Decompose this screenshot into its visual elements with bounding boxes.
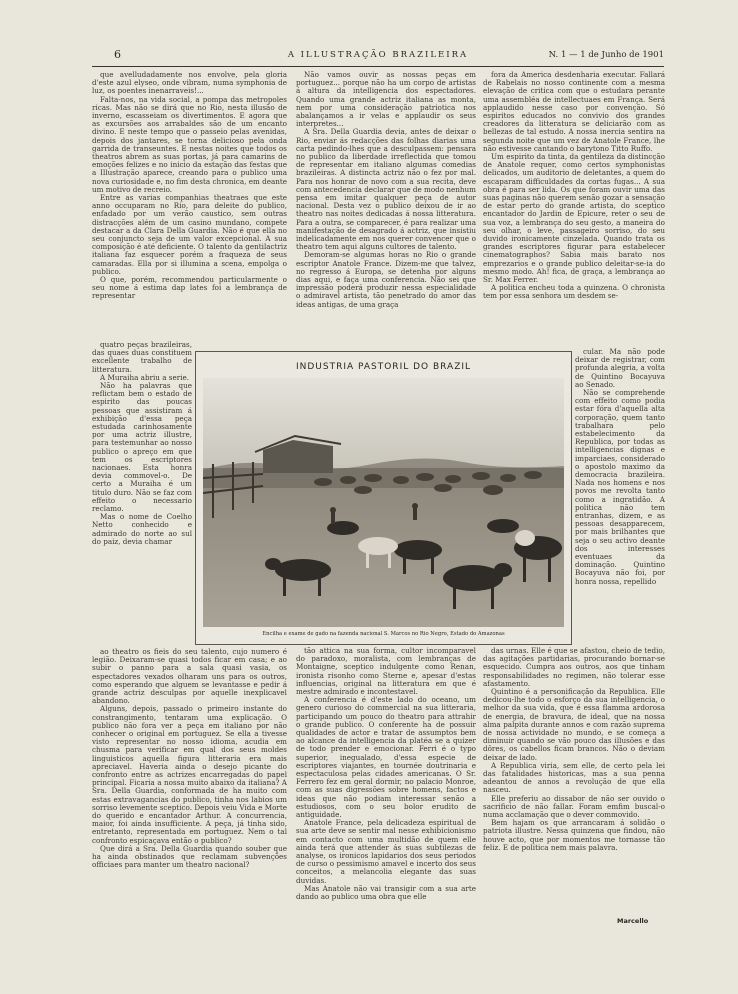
paragraph: Um espirito da tinta, da gentileza da distincção de Anatole requer, como certos symphonistas delicados, um auditorio de deletantes, a quem do escaparam difficuldades da cortas fugas... A sua obra é para ser lida. Os que foram ouvir uma das suas paginas não querem senão gozar a sensação de estar perto do grande artista, do sceptico encantador do Jardin de Epicure, reter o seu de sua voz, a lembrança do seu gesto, a maneira do seu olhar, o leve, passageiro sorriso, do seu duvido ironicamente cinzelada. Quando trata os grandes escriptores figurar para estabelecer cinematographos? Sabia mais barato nos emprezarios e o grande publico deleitar-se-ia do mesmo modo. Ah! fica, de graça, a lembrança ao Sr. Max Ferrer.	[483, 152, 665, 285]
column-3-narrow	[575, 348, 665, 645]
author-signature: Marcello	[617, 917, 649, 925]
paragraph: A politica encheu toda a quinzena. O chronista tem por essa senhora um desdem se-	[483, 283, 665, 301]
paragraph: A Muraiha abriu a serie.	[100, 372, 190, 382]
header-rule	[92, 66, 664, 67]
cattle-photo	[203, 378, 564, 627]
paragraph: Não vamos ouvir as nossas peças em portuguez... porque não ha um corpo de artistas á altura da intelligencia dos espectadores. Quando uma grande actriz italiana as monta, nem por uma consideração patriotica nos abalançamos a ir velas e applaudir os seus interpretes...	[296, 71, 476, 129]
paragraph: Que dirá a Sra. Della Guardia quando souber que ha ainda obstinados que reclamam subvenções officiaes para manter um theatro nacional?	[92, 843, 287, 870]
paragraph: das urnas. Elle é que se afastou, cheio de tedio, das agitações partidarias, procurando bornar-se esquecido. Cumpra aos outros, aos que tinham responsabilidades no regimen, não tolerar esse afastamento.	[483, 647, 665, 688]
column-1-narrow	[92, 341, 192, 647]
paragraph: que avelludadamente nos envolve, pela gloria d'este azul elyseo, onde vibram, numa symphonia de luz, os poentes inenarraveis!...	[92, 71, 287, 96]
paragraph: Alguns, depois, passado o primeiro instante do constrangimento, tentaram uma explicação. O publico não fora ver a peça em italiano por não conhecer o original em portuguez. Se ella a tivesse visto representar no nosso idioma, acudia em chusma para verificar em qual dos seus moldes linguisticos aquella figura litteraria era mais apreciavel. Haveria ainda o desejo picante do confronto entre as actrizes encarregadas do papel principal. Ficaria a nossa muito abaixo da italiana? A Sra. Della Guardia, conformada de ha muito com estas extravagancias do publico, tinha nos labios um sorriso levemente sceptico. Depois veiu Vida e Morte do querido e encantador Arthur. A concurrencia, maior, foi ainda insufficiente. A peça, já tinha sido, entretanto, representada em portuguez. Nem o tal confronto espicaçava então o publico?	[92, 704, 287, 845]
column-2-bottom	[296, 647, 476, 918]
paragraph: Falta-nos, na vida social, a pompa das metropoles ricas. Mas não se dirá que no Rio, nesta illusão de inverno, escasseiam os divertimentos. E agora que as excursões aos arrabaldes são de um encanto divino. E neste tempo que o passeio pelas avenidas, depois dos jantares, se torna delicioso pela onda garrida de transeuntes. E nestas noites que todos os theatros abrem as suas portas, já para camarins de emoções felizes e no inicio da estação das festas que a Illustração aparece, creando para o publico uma nova curiosidade e, no fim desta chronica, em deante um motivo de recreio.	[92, 94, 287, 194]
paragraph: A conferencia é d'este lado do oceano, um genero curioso do commercial na sua litteraria, participando um pouco do theatro para attrahir o grande publico. O conferente ha de possuir qualidades de actor e tratar de assumptos bem ao alcance da intelligencia da platéa se a quizer de todo prender e emocionar. Ferri é o typo superior, inegualado, d'essa especie de escriptores viajantes, en tournée doutrinaria e espectaculosa pelas cidades americanas. O Sr. Ferrero fez em geral dormir, no palacio Monroe, com as suas digressões sobre homens, factos e ideas que não podiam interessar senão a estudiosos, com o seu bolor erudito de antiguidade.	[296, 695, 476, 820]
paragraph: Mas o nome de Coelho Netto conhecido e admirado do norte ao sul do paiz, devia chamar	[92, 512, 192, 546]
paragraph: Anatole France, pela delicadeza espiritual de sua arte deve se sentir mal nesse exhibicionismo em contacto com uma multidão de quem elle ainda terá que attender ás suas subtilezas de analyse, os ironicos lapidarios dos seus periodos de curso o pessimismo amavel e incerto dos seus conceitos, a melancolia elegante das suas duvidas.	[296, 818, 476, 885]
paragraph: ao theatro os fieis do seu talento, cujo numero é legião. Deixaram-se quasi todos ficar em casa; e ao subir o panno para a sala quasi vasia, os espectadores vexados olharam uns para os outros, como esperando que alguem se levantasse e pedir á grande actriz desculpas por aquelle inexplicavel abandono.	[92, 648, 287, 706]
issue-info: N. 1 — 1 de Junho de 1901	[548, 50, 664, 60]
figure-title: INDUSTRIA PASTORIL DO BRAZIL	[295, 362, 472, 372]
column-3-bottom	[483, 647, 665, 918]
column-1-bottom	[92, 648, 287, 918]
paragraph: tão attica na sua forma, cultor incomparavel do paradoxo, moralista, com lembranças de Montaigne, sceptico indulgente como Renan, ironista risonho como Sterne e, apesar d'estas influencias, original na litteratura em que é mestre admirado e incontestavel.	[296, 647, 476, 697]
masthead: A ILLUSTRAÇÃO BRAZILEIRA	[287, 50, 469, 60]
page-header	[92, 48, 664, 64]
photo-figure	[195, 351, 572, 645]
paragraph: Bem hajam os que arrancaram á solidão o patriota illustre. Nessa quinzena que findou, não houve acto, que por momentos me tornasse tão feliz. E de politica nem mais palavra.	[483, 818, 665, 852]
paragraph: Demoram-se algumas horas no Rio o grande escriptor Anatole France. Dizem-me que talvez, no regresso á Europa, se detenha por alguns dias aqui, e faça uma conferencia. Não sei que impressão poderá produzir nessa especialidade o admiravel artista, tão penetrado do amor das ideas antigas, de uma graça	[296, 250, 476, 309]
paragraph: Não se comprehende com effeito como podia estar fóra d'aquella alta corporação, quem tanto trabalhara pelo estabelecimento da Republica, por todas as intelligencias dignas e imparciaes, considerado o apostolo maximo da democracia brazileira. Nada nos homens e nos povos me revolta tanto como a ingratidão. A politica não tem entranhas, dizem, e as pessoas desapparecem, por mais brilhantes que seja o seu activo deante dos interesses eventuaes da dominação. Quintino Bocayuva não foi, por honra nossa, repellido	[575, 388, 665, 586]
paragraph: Entre as varias companhias theatraes que este anno occuparam no Rio, para deleite do publico, enfadado por um verão caustico, sem outras distracções além de um casino mundano, compete destacar a da Clara Della Guardia. Não é que ella no seu conjuncto seja de um valor excepcional. A sua composição é até deficiente. O talento da gentilactriz italiana faz esquecer porém a fraqueza de seus camaradas. Ella por si illumina a scena, empolga o publico.	[92, 193, 287, 276]
paragraph: Quintino é a personificação da Republica. Elle dedicou-lhe todo o esforço da sua intelligencia, o melhor da sua vida, que é essa flamma ardorosa de energia, de bravura, de ideal, que na nossa alma palpita durante annos e com razão suprema de nossa actividade no mundo, e se começa a diminuir quando se vão pouco das illusões e das dôres, os cabellos ficam brancos. Não o deviam deixar de lado.	[483, 687, 665, 762]
figure-caption: Encilha e exame de gado na fazenda nacional S. Marcos no Rio Negro, Estado do Amazonas	[262, 631, 505, 637]
paragraph: cular. Ma não pode deixar de registrar, com profunda alegria, a volta de Quintino Bocayuva ao Senado.	[575, 348, 665, 389]
column-1-top	[92, 71, 287, 341]
paragraph: A Sra. Della Guardia devia, antes de deixar o Rio, enviar ás redacções das folhas diarias uma carta pedindo-lhes que a desculpassem: pensara no publico da liberdade irreflectida que tomou de representar em italiano algumas comedias brazileiras. A distincta actriz não o fez por mal. Para nos honrar de novo com a sua recita, deve com antecedencia declarar que de modo nenhum pensa em imitar qualquer peça de autor nacional. Desta vez o publico deixou de ir ao theatro nas noites dedicadas á nossa litteratura. Para a outra, se comparecer, é para realizar uma manifestação de desagrado á actriz, que insistiu indelicadamente em nos querer convencer que o theatro tem aqui alguns cultores de talento.	[296, 127, 476, 252]
paragraph: Não ha palavras que reflictam bem o estado de espirito das poucas pessoas que assistiram á exhibição d'essa peça estudada carinhosamente por uma actriz illustre, para testemunhar ao nosso publico o apreço em que tem os escriptores nacionaes. Esta honra devia commovel-o. De certo a Muraiha é um titulo duro. Não se faz com effeito o necessario reclamo.	[92, 381, 192, 514]
paragraph: O que, porém, recommendou particularmente o seu nome á estima dap lates foi a lembrança de representar	[92, 275, 287, 301]
paragraph: quatro peças brazileiras, das quaes duas constituem excellente trabalho de litteratura.	[92, 341, 192, 374]
paragraph: Mas Anatole não vai transigir com a sua arte dando ao publico uma obra que elle	[296, 883, 476, 902]
paragraph: fora da America desdenharia executar. Fallará de Rabelais no nosso continente com a mesma elevação de critica com que o estudara perante uma assembléa de intellectuaes em França. Será applaudido nesse caso por convenção. Só espiritos educados no convivio dos grandes creadores da litteratura se deliciarão com as bellezas de tal estudo. A nossa inercia sentira na segunda noite que um vez de Anatole France, lhe não estivesse cantando o barytono Titto Ruffo.	[483, 71, 665, 153]
page-number: 6	[114, 48, 121, 61]
column-2-top	[296, 71, 476, 343]
paragraph: A Republica viria, sem elle, de certo pela lei das fatalidades historicas, mas a sua penna adeantou de annos a revolução de que ella nasceu.	[483, 760, 665, 795]
paragraph: Elle preferiu ao dissabor de não ser ouvido o sacrificio de não fallar. Foram emfim buscal-o numa acclamação que o dever commovido.	[483, 793, 665, 820]
column-3-top	[483, 71, 665, 347]
